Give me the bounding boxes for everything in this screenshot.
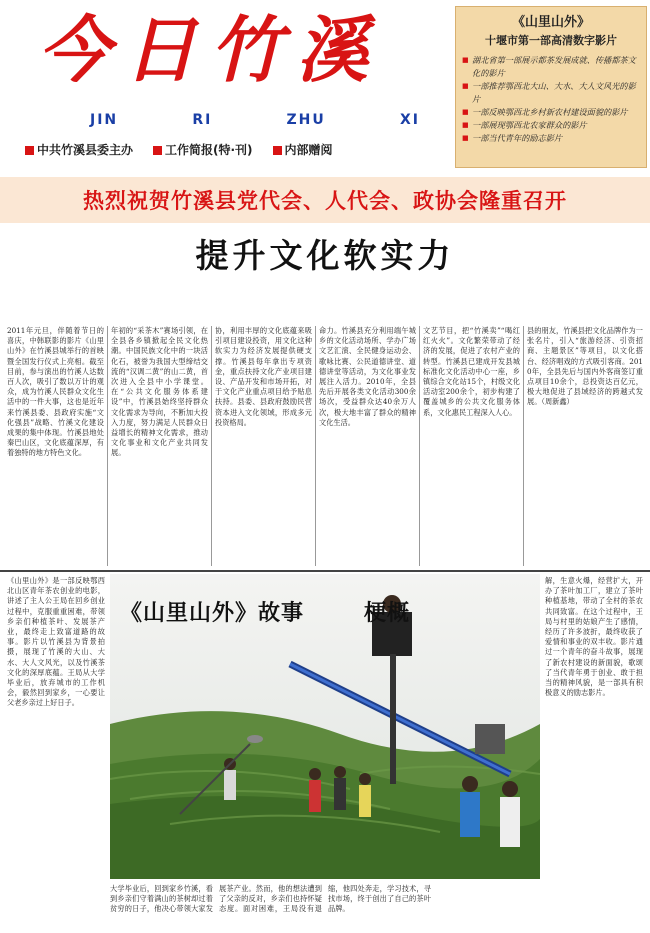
promo-subtitle: 十堰市第一部高清数字影片: [485, 34, 617, 47]
column-divider: [211, 326, 212, 566]
article-column-3: 协，利用丰厚的文化底蕴来吸引项目建设投资，用文化这种软实力为经济发展提供硬支撑。竹溪县每年拿出专项资金，重点扶持文化产业项目建设、产品开发和市场开拓，对于文化产业重点项目给予贴息扶持。县委、县政府鼓励民营资本进入文化领域，形成多元投资格局。: [215, 326, 312, 427]
promo-item: ■ 一部推荐鄂西北大山、大水、大人文风光的影片: [462, 80, 640, 106]
article-column-4: 命力。竹溪县充分利用端午城乡的文化活动场所、学办广场文艺汇演、全民健身运动会、歌咏比赛、公民道德讲堂、道德讲堂等活动，为文化事业发展注入活力。2010年，全县先后开展各类文化活动300余场次，受益群众达40余万人次，极大地丰富了群众的精神文化生活。: [319, 326, 416, 427]
section-divider: [0, 570, 650, 572]
story-title: [120, 596, 480, 627]
pinyin-jin: JIN: [90, 112, 119, 128]
story-left-column: 《山里山外》是一部反映鄂西北山区青年茶农创业的电影，讲述了主人公王局在回乡创业过程中，克服重重困难，带领乡亲们种植茶叶、发展茶产业，最终走上致富道路的故事。影片以竹溪县为背景拍摄，展现了竹溪的大山、大水、大人文风光，以及竹溪茶文化的深厚底蕴。王局从大学毕业后，放弃城市的工作机会，毅然回到家乡，一心要让父老乡亲过上好日子。: [7, 576, 105, 708]
pinyin-ri: RI: [192, 112, 213, 128]
column-divider: [107, 326, 108, 566]
film-promo-box: [455, 6, 647, 168]
masthead-info-bar: [25, 141, 445, 158]
celebration-banner: [0, 177, 650, 223]
distribution-label: 内部赠阅: [273, 141, 333, 158]
story-right-column: 解，生意火爆，经营扩大，开办了茶叶加工厂，建立了茶叶种植基地，带动了全村的茶农共同致富。在这个过程中，王局与村里的姑娘产生了感情，经历了许多波折，最终收获了爱情和事业的双丰收。影片通过一个青年的奋斗故事，展现了新农村建设的新面貌，歌颂了当代青年勇于创业、敢于担当的精神风貌，是一部具有积极意义的励志影片。: [545, 576, 643, 698]
masthead-title: 今日竹溪: [38, 8, 383, 92]
banner-text: 热烈祝贺竹溪县党代会、人代会、政协会隆重召开: [83, 189, 567, 213]
article-column-2: 年初的“采茶木”赛场引领，在全县各乡镇掀起全民文化热潮。中国民族文化中的一块活化石，被誉为我国大型缔结交流的“汉调二黄”的山二黄，首次进入全县中小学课堂。在“公共文化服务体系建设”中，竹溪县始终坚持群众文化需求为导向，不断加大投入力度，努力满足人民群众日益增长的精神文化需求，推动文化事业和文化产业共同发展。: [111, 326, 208, 458]
column-divider: [523, 326, 524, 566]
story-bottom-text: 大学毕业后，回到家乡竹溪，看到乡亲们守着满山的茶树却过着贫穷的日子，他决心带领大家发展茶产业。然而，他的想法遭到了父亲的反对，乡亲们也持怀疑态度。面对困难，王局没有退缩，他四处奔走，学习技术，寻找市场，终于创出了自己的茶叶品牌。: [110, 884, 431, 914]
column-divider: [419, 326, 420, 566]
promo-item: ■ 一部当代青年的励志影片: [462, 132, 640, 145]
pinyin-xi: XI: [399, 112, 420, 128]
promo-title: 《山里山外》: [511, 15, 590, 30]
main-headline: 提升文化软实力: [195, 236, 455, 275]
article-column-5: 文艺节目，把“竹溪卖”“喝红红火火”。文化繁荣带动了经济的发展，促进了农村产业的转型。竹溪县已建成开发县城标准化文化活动中心一座，乡镇综合文化站15个，村级文化活动室200余个，初步构建了覆盖城乡的公共文化服务体系，文化惠民工程深入人心。: [423, 326, 520, 417]
sponsor-label: 中共竹溪县委主办: [25, 141, 133, 158]
masthead-pinyin: [90, 112, 420, 128]
promo-item: ■ 一部展现鄂西北农家群众的影片: [462, 119, 640, 132]
article-column-6: 县的朋友，竹溪县把文化品牌作为一张名片，引入“旅游经济、引资招商、主题景区”等项目，以文化搭台、经济唱戏的方式吸引客商。2010年，全县先后与国内外客商签订重点项目10余个，总投资达百亿元，极大地促进了县域经济的跨越式发展。（周新鑫）: [527, 326, 643, 407]
story-title-main: 《山里山外》故事: [120, 601, 305, 626]
promo-item: ■ 一部反映鄂西北乡村新农村建设面貌的影片: [462, 106, 640, 119]
promo-list: [462, 54, 640, 145]
article-column-1: 2011年元旦，伴随着节日的喜庆，中韩联影的影片《山里山外》在竹溪县城举行的首映暨全国发行仪式上亮相。截至目前，参与演出的竹溪人达数百人次，吸引了数以万计的观众，成为竹溪人民群众文化生活中的一件大事，这也是近年来竹溪县委、县政府实施“文化强县”战略、竹溪文化建设成果的集中体现。竹溪县地处秦巴山区，文化底蕴深厚，有着独特的地方特色文化。: [7, 326, 104, 458]
promo-item: ■ 湖北省第一部展示都茶发展成就、传播都茶文化的影片: [462, 54, 640, 80]
story-title-synopsis: 梗概: [364, 601, 411, 626]
pinyin-zhu: ZHU: [286, 112, 326, 128]
issue-type-label: 工作简报(特·刊): [153, 141, 253, 158]
column-divider: [315, 326, 316, 566]
